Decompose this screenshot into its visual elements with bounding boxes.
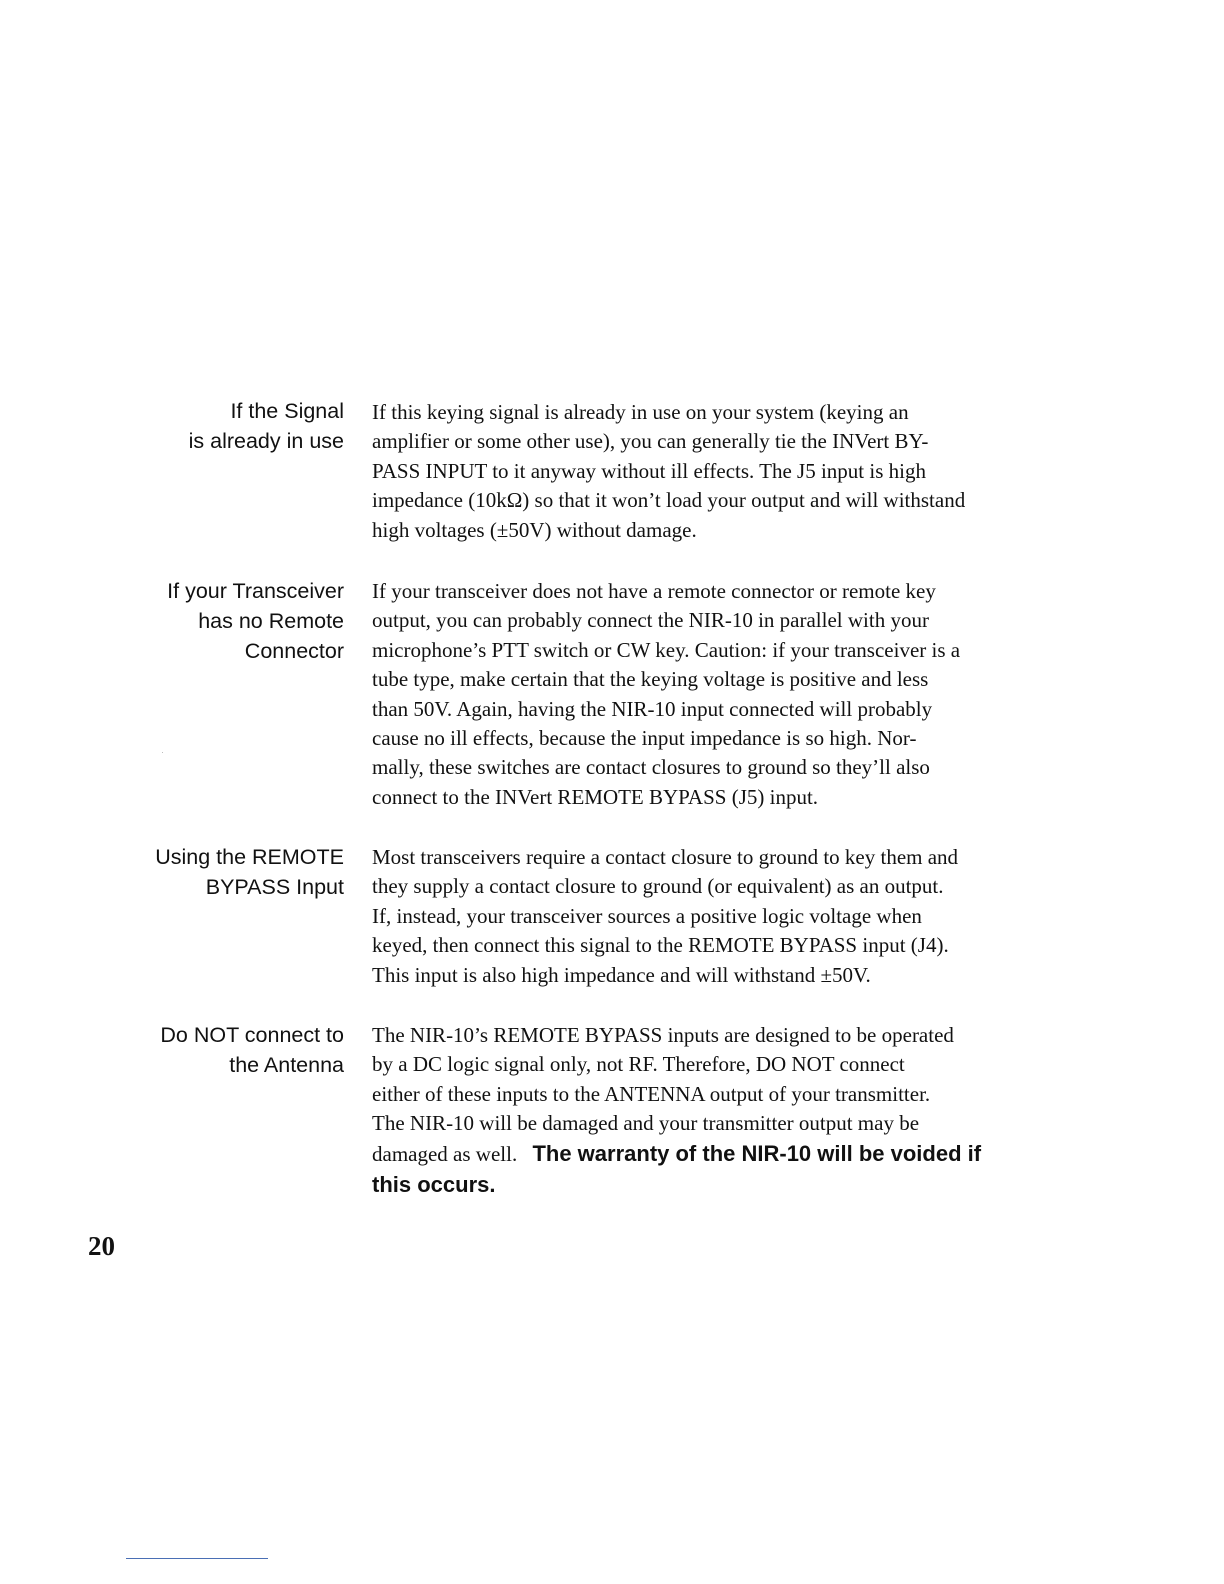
section-body [372, 577, 1072, 812]
side-heading [60, 576, 344, 666]
side-heading-line: If the Signal [230, 399, 344, 423]
footer-rule [126, 1558, 268, 1559]
body-line: The NIR-10’s REMOTE BYPASS inputs are designed to be operated [372, 1023, 954, 1047]
body-line: than 50V. Again, having the NIR-10 input connected will probably [372, 696, 933, 721]
section-body [372, 398, 1072, 545]
section-body [372, 1021, 1072, 1201]
body-line: PASS INPUT to it anyway without ill effects. The J5 input is high [372, 458, 926, 483]
side-heading [60, 842, 344, 902]
body-line: If this keying signal is already in use on your system (keying an [372, 400, 909, 424]
body-text-plain: damaged as well. [372, 1141, 518, 1166]
side-heading [60, 1020, 344, 1080]
page-number: 20 [88, 1231, 115, 1261]
body-line-warning [372, 1139, 1072, 1169]
body-line: high voltages (±50V) without damage. [372, 517, 697, 542]
warranty-warning-end: this occurs. [372, 1172, 496, 1198]
body-line: tube type, make certain that the keying voltage is positive and less [372, 667, 929, 692]
warranty-warning: The warranty of the NIR-10 will be voided if [532, 1140, 982, 1166]
side-heading-line: Using the REMOTE [155, 845, 344, 869]
body-line: either of these inputs to the ANTENNA output of your transmitter. [372, 1081, 931, 1106]
side-heading-line: Do NOT connect to [160, 1023, 344, 1047]
body-line: amplifier or some other use), you can generally tie the INVert BY- [372, 429, 929, 454]
side-heading-line: If your Transceiver [167, 579, 344, 603]
body-line: keyed, then connect this signal to the REMOTE BYPASS input (J4). [372, 933, 949, 958]
body-line: cause no ill effects, because the input impedance is so high. Nor- [372, 726, 917, 751]
body-line: This input is also high impedance and will withstand ±50V. [372, 962, 871, 987]
body-line: If, instead, your transceiver sources a positive logic voltage when [372, 903, 922, 928]
body-line: The NIR-10 will be damaged and your transmitter output may be [372, 1111, 920, 1136]
side-heading-line: the Antenna [229, 1053, 344, 1077]
body-line: output, you can probably connect the NIR-10 in parallel with your [372, 608, 929, 633]
side-heading-line: is already in use [188, 429, 344, 453]
side-heading-line: BYPASS Input [205, 875, 344, 899]
body-line: microphone’s PTT switch or CW key. Caution: if your transceiver is a [372, 637, 961, 662]
scan-speck [162, 752, 163, 753]
side-heading-line: Connector [244, 639, 344, 663]
body-line: connect to the INVert REMOTE BYPASS (J5) input. [372, 784, 819, 809]
body-line: If your transceiver does not have a remote connector or remote key [372, 579, 936, 603]
body-line: impedance (10kΩ) so that it won’t load your output and will withstand [372, 488, 966, 513]
side-heading-line: has no Remote [198, 609, 344, 633]
body-line: Most transceivers require a contact closure to ground to key them and [372, 845, 959, 869]
body-line: they supply a contact closure to ground (or equivalent) as an output. [372, 874, 944, 899]
side-heading [60, 396, 344, 456]
section-body [372, 843, 1072, 990]
body-line: mally, these switches are contact closures to ground so they’ll also [372, 755, 930, 780]
body-line: by a DC logic signal only, not RF. Therefore, DO NOT connect [372, 1052, 905, 1077]
